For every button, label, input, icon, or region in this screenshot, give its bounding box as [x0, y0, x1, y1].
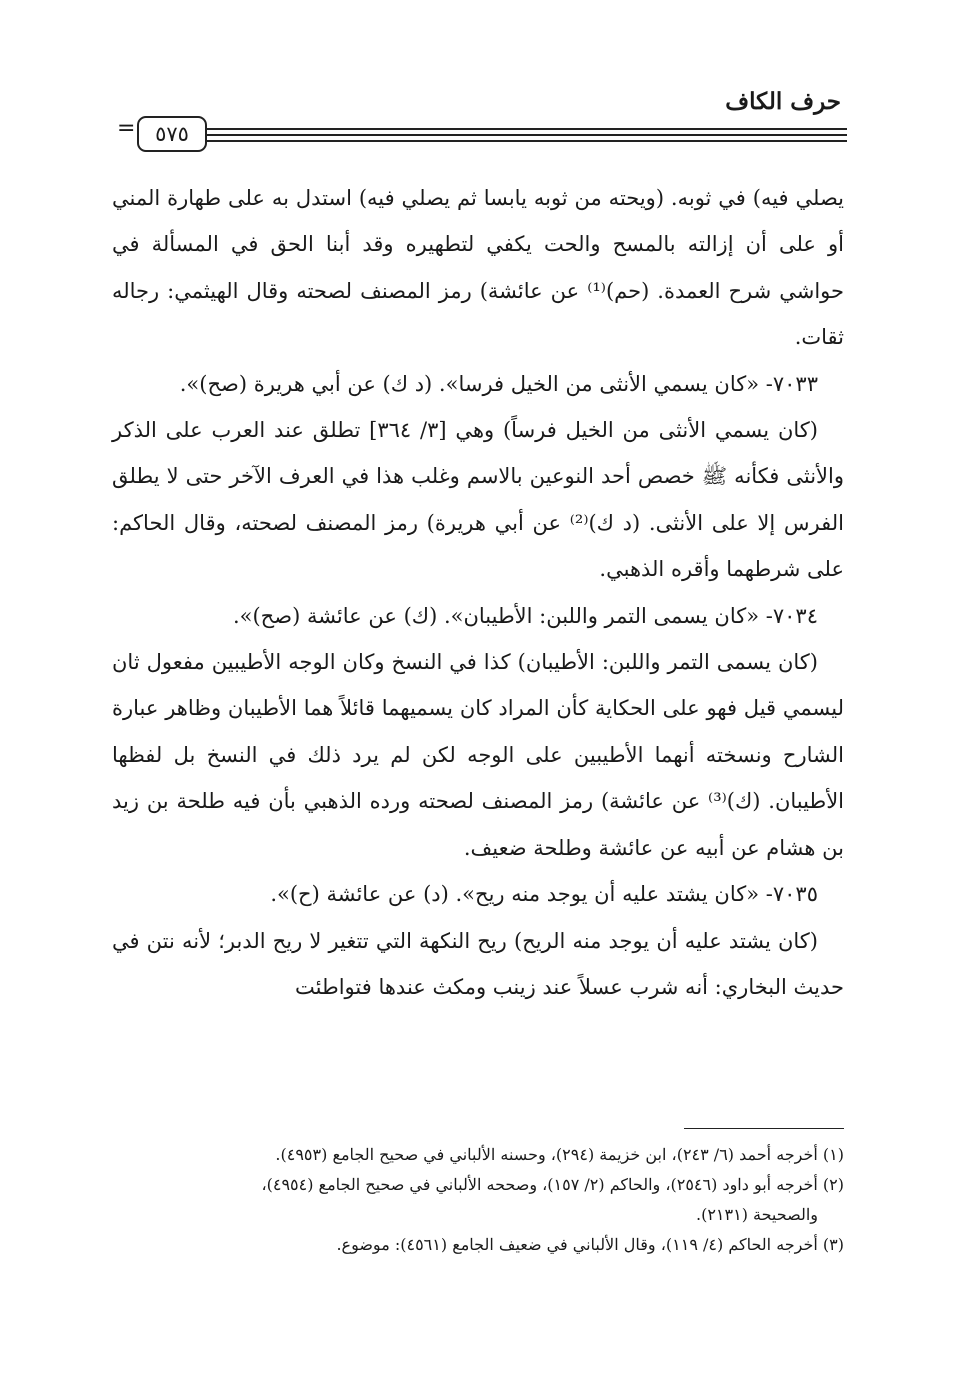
footnote-3: (٣) أخرجه الحاكم (٤/ ١١٩)، وقال الألباني في ضعيف الجامع (٤٥٦١): موضوع. — [336, 1235, 844, 1254]
paragraph: (كان يسمي الأنثى من الخيل فرساً) وهي [٣/ ٣٦٤] تطلق عند العرب على الذكر والأنثى فكأنه ﷺ خصص أحد النوعين بالاسم وغلب هذا في العرف الآخر حتى لا يطلق الفرس إلا على الأنثى. (د ك)⁽²⁾ عن أبي هريرة) رمز المصنف لصحته، وقال الحاكم: على شرطهما وأقره الذهبي. — [112, 418, 844, 582]
hadith-entry-7034: ٧٠٣٤- «كان يسمى التمر واللبن: الأطيبان». (ك) عن عائشة (صح)». — [232, 603, 818, 628]
footnote-2-continuation: والصحيحة (٢١٣١). — [695, 1205, 818, 1224]
paragraph: (كان يشتد عليه أن يوجد منه الريح) ريح النكهة التي تتغير لا ريح الدبر؛ لأنه نتن في حديث البخاري: أنه شرب عسلاً عند زينب ومكث عندها فتواطئت — [112, 928, 844, 999]
paragraph: يصلي فيه) في ثوبه. (ويحته من ثوبه يابسا ثم يصلي فيه) استدل به على طهارة المني أو على أن إزالته بالمسح والحت يكفي لتطهيره وقد أبنا الحق في المسألة في حواشي شرح العمدة. (حم)⁽¹⁾ عن عائشة) رمز المصنف لصحته وقال الهيثمي: رجاله ثقات. — [112, 186, 844, 350]
rule-line — [205, 134, 847, 136]
footnote-separator — [684, 1128, 844, 1129]
hadith-entry-7035: ٧٠٣٥- «كان يشتد عليه أن يوجد منه ريح». (د) عن عائشة (ح)». — [270, 882, 818, 907]
paragraph: (كان يسمى التمر واللبن: الأطيبان) كذا في النسخ وكان الوجه الأطيبين مفعول ثان ليسمي قيل فهو على الحكاية كأن المراد كان يسميهما قائلاً هما الأطيبان وظاهر عبارة الشارح ونسخته أنهما الأطيبين على الوجه لكن لم يرد ذلك في النسخ بل لفظها الأطيبان. (ك)⁽³⁾ عن عائشة) رمز المصنف لصحته ورده الذهبي بأن فيه طلحة بن زيد بن هشام عن أبيه عن عائشة وطلحة ضعيف. — [112, 650, 844, 860]
running-head-title: حرف الكاف — [725, 88, 841, 115]
header-rule — [115, 110, 847, 160]
rule-line — [205, 128, 847, 130]
footnotes — [112, 1140, 844, 1260]
footnote-1: (١) أخرجه أحمد (٦/ ٢٤٣)، ابن خزيمة (٢٩٤)، وحسنه الألباني في صحيح الجامع (٤٩٥٣). — [275, 1145, 844, 1164]
page-number-ornament: = — [117, 116, 136, 141]
hadith-entry-7033: ٧٠٣٣- «كان يسمي الأنثى من الخيل فرسا». (د ك) عن أبي هريرة (صح)». — [179, 371, 818, 396]
rule-line — [205, 140, 847, 142]
footnote-2: (٢) أخرجه أبو داود (٢٥٤٦)، والحاكم (٢/ ١٥٧)، وصححه الألباني في صحيح الجامع (٤٩٥٤)، — [261, 1175, 844, 1194]
page-number: ٥٧٥ — [155, 122, 189, 146]
page-number-box — [137, 116, 207, 152]
main-text — [112, 175, 844, 1010]
